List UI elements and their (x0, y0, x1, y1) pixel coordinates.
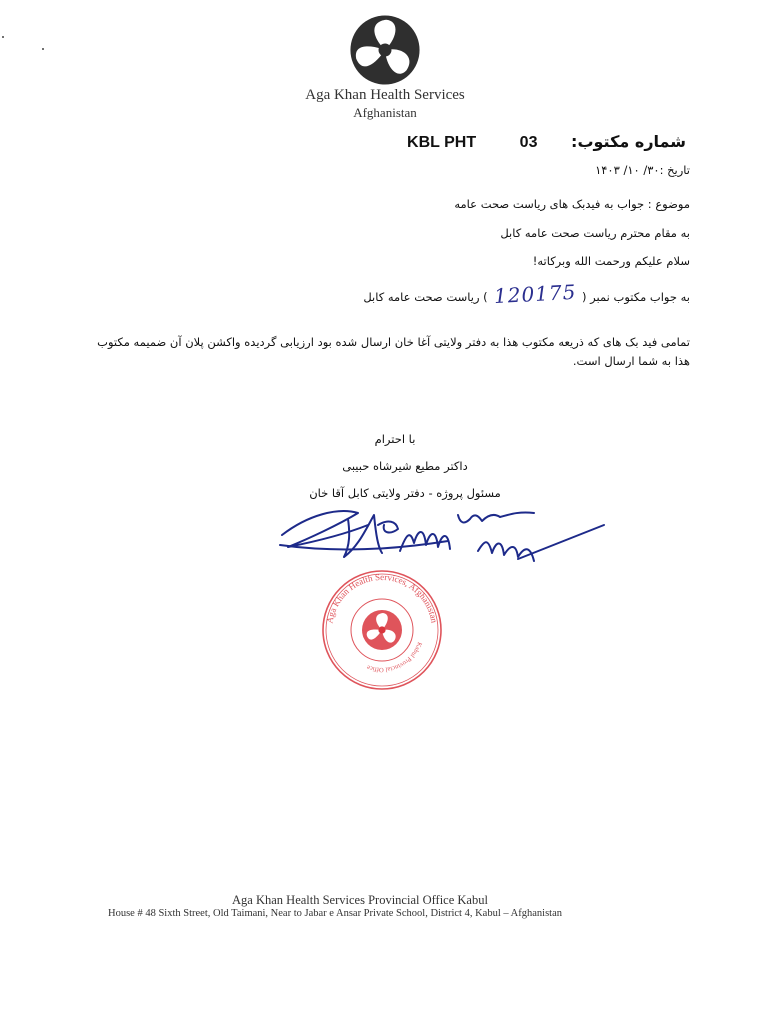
stamp-inner-text: Kabul Provincial Office (365, 641, 423, 674)
letter-body: تمامی فید بک های که ذریعه مکتوب هذا به دفتر ولایتی آغا خان ارسال شده بود ارزیابی گردیده واکشن پلان آن ضمیمه مکتوب هذا به شما ارسال است. (97, 335, 690, 368)
reply-reference-line (363, 279, 690, 309)
reference-number: 03 (519, 134, 538, 151)
reference-code: KBL PHT (407, 134, 477, 151)
organization-name: Aga Khan Health Services (305, 87, 465, 103)
organization-country: Afghanistan (353, 105, 417, 120)
letter-subject: موضوع : جواب به فیدبک های ریاست صحت عامه (454, 197, 690, 211)
letter-date: تاریخ :۳۰/ ۱۰/ ۱۴۰۳ (595, 163, 690, 177)
reference-row (407, 132, 686, 152)
stamp-logo-icon (362, 610, 402, 650)
scan-speck (42, 48, 44, 50)
letter-closing: با احترام (374, 432, 416, 446)
signatory-name: داکتر مطیع شیرشاه حبیبی (342, 459, 468, 473)
letter-greeting: سلام علیکم ورحمت الله وبرکاته! (532, 254, 690, 268)
footer-office: Aga Khan Health Services Provincial Office Kabul (232, 893, 488, 907)
scan-speck (2, 36, 4, 38)
stamp-outer-text: Aga Khan Health Services, Afghanistan (324, 571, 440, 625)
signatory-title: مسئول پروژه - دفتر ولایتی کابل آقا خان (309, 486, 501, 500)
letter-addressee: به مقام محترم ریاست صحت عامه کابل (500, 226, 690, 240)
reply-suffix: ) ریاست صحت عامه کابل (363, 290, 488, 304)
footer-address: House # 48 Sixth Street, Old Taimani, Near to Jabar e Ansar Private School, District 4, Kabul – Afghanistan (108, 908, 562, 919)
akhs-logo-icon (348, 14, 422, 86)
reply-prefix: به جواب مکتوب نمبر ( (582, 290, 690, 304)
reference-label: شماره مکتوب: (571, 132, 686, 151)
handwritten-reference-number: 120175 (493, 279, 577, 309)
official-stamp (320, 568, 444, 692)
handwritten-signature (278, 495, 608, 575)
